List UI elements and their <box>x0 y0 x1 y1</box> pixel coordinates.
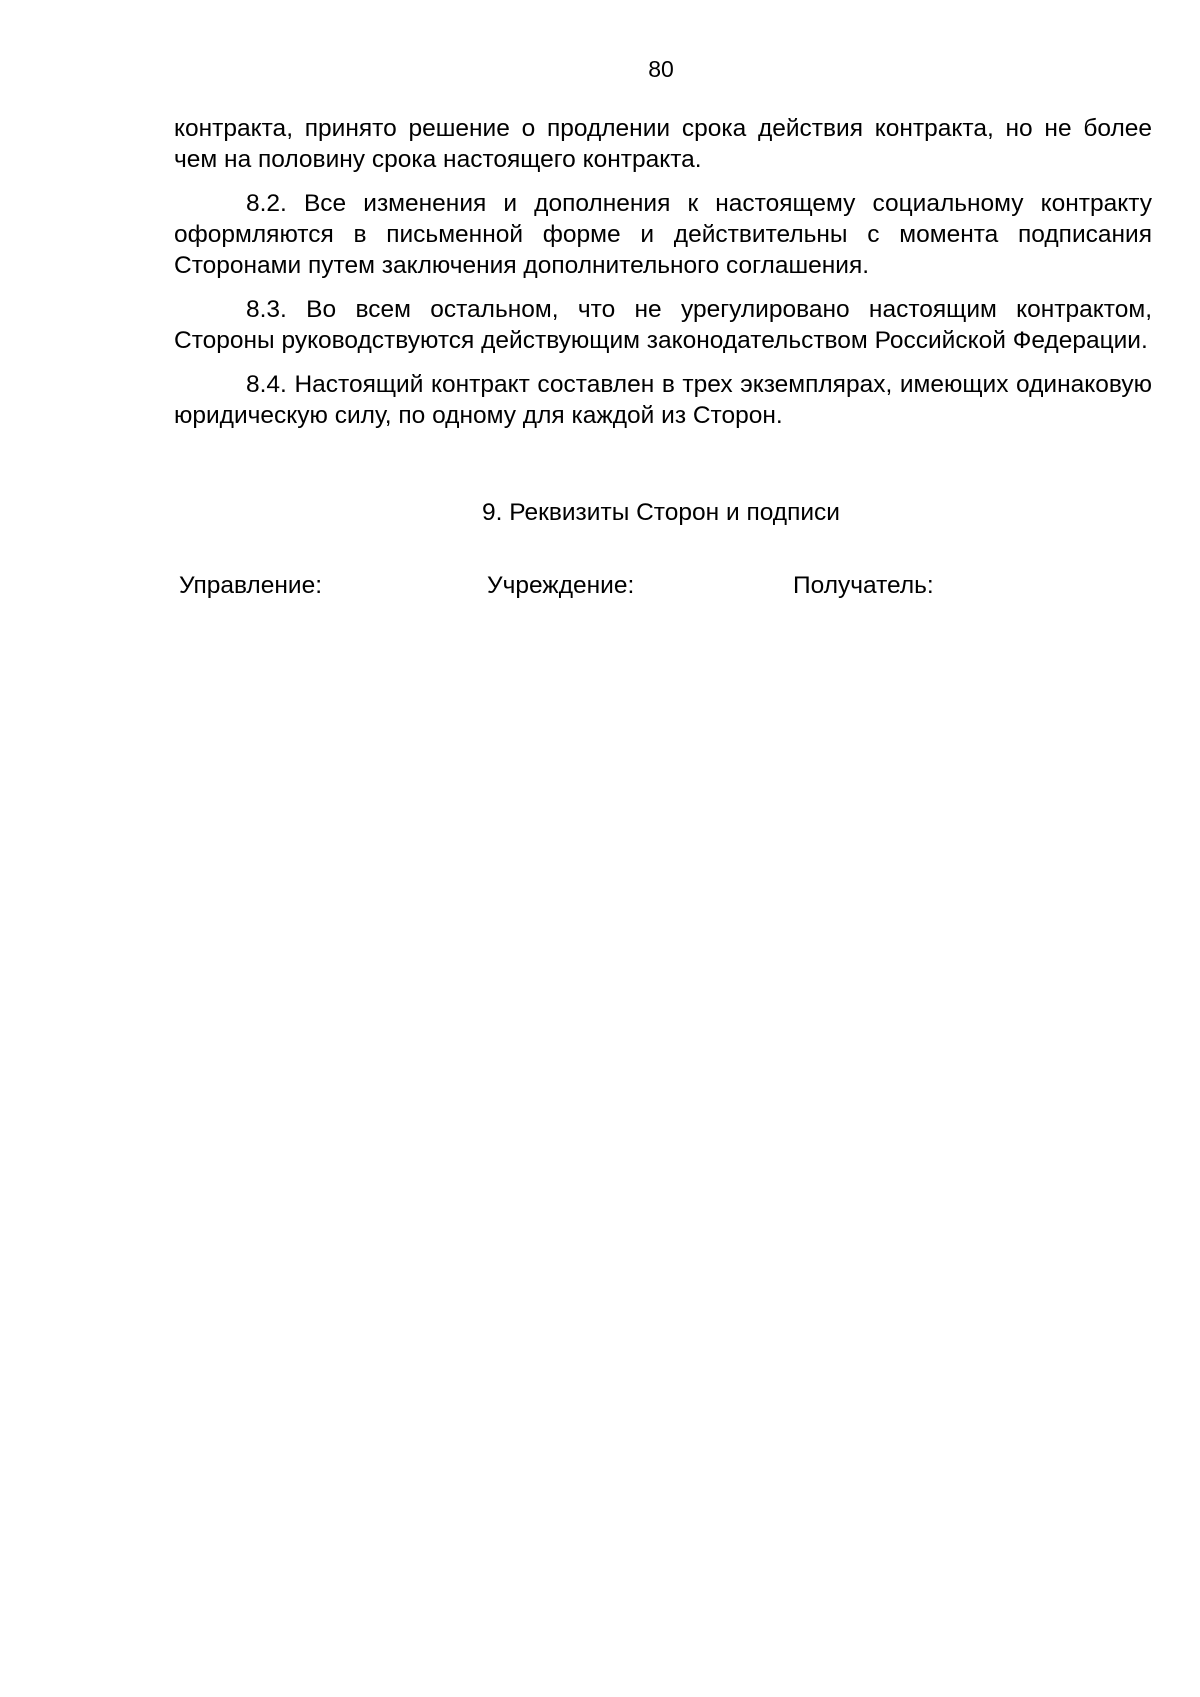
paragraph-8-2: 8.2. Все изменения и дополнения к настоящему социальному контракту оформляются в письменной форме и действительны с момента подписания Сторонами путем заключения дополнительного соглашения. <box>174 190 1152 279</box>
body-text <box>174 113 1152 444</box>
paragraph-8-4: 8.4. Настоящий контракт составлен в трех экземплярах, имеющих одинаковую юридическую силу, по одному для каждой из Сторон. <box>174 371 1152 429</box>
paragraph-8-3: 8.3. Во всем остальном, что не урегулировано настоящим контрактом, Стороны руководствуются действующим законодательством Российской Федерации. <box>174 296 1152 354</box>
page-number: 80 <box>648 56 674 82</box>
paragraph-continuation: контракта, принято решение о продлении срока действия контракта, но не более чем на половину срока настоящего контракта. <box>174 115 1152 173</box>
signatory-recipient: Получатель: <box>793 572 934 599</box>
signatory-institution: Учреждение: <box>487 572 635 599</box>
section-heading: 9. Реквизиты Сторон и подписи <box>482 499 840 526</box>
signatories-row <box>0 570 1200 604</box>
signatory-management: Управление: <box>179 572 323 599</box>
